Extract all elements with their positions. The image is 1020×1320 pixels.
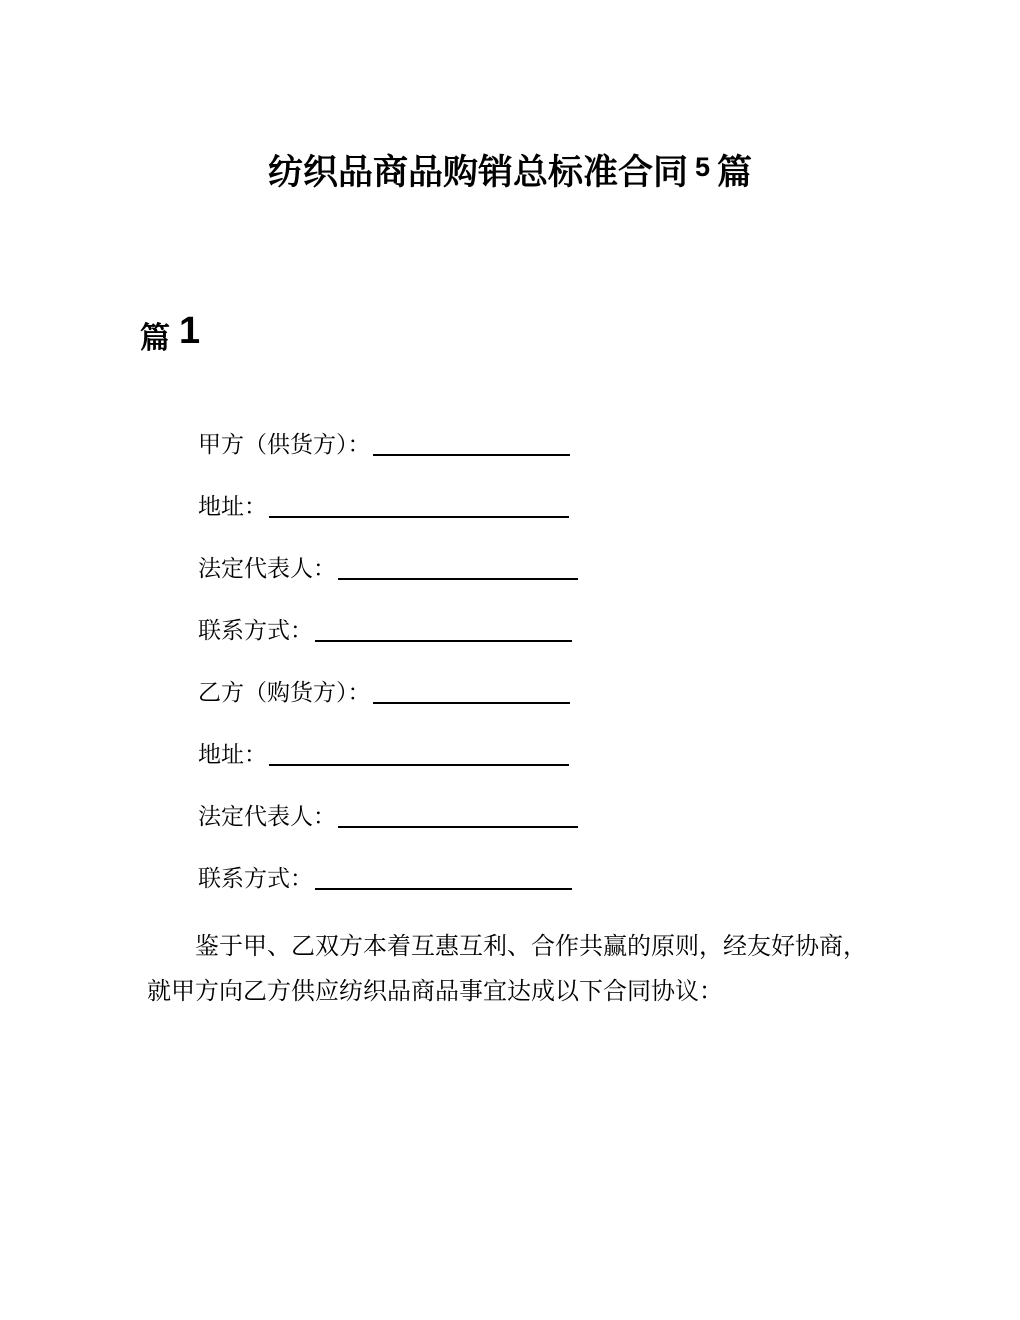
field-blank-line (269, 744, 569, 766)
field-label: 地址： (198, 741, 267, 767)
section-heading (140, 310, 201, 357)
section-heading-label: 篇 (140, 322, 170, 355)
form-field-row (198, 867, 578, 890)
form-field-row (198, 433, 578, 456)
field-label: 乙方（购货方）： (198, 679, 371, 705)
title-suffix: 篇 (717, 153, 753, 192)
field-blank-line (315, 620, 572, 642)
title-count-number: 5 (694, 152, 711, 182)
form-field-row (198, 495, 578, 518)
field-label: 联系方式： (198, 617, 313, 643)
field-label: 法定代表人： (198, 803, 336, 829)
form-field-row (198, 743, 578, 766)
field-label: 地址： (198, 493, 267, 519)
field-blank-line (373, 434, 570, 456)
form-field-row (198, 681, 578, 704)
form-field-row (198, 557, 578, 580)
form-field-row (198, 805, 578, 828)
title-text: 纺织品商品购销总标准合同 (267, 153, 688, 192)
intro-paragraph: 鉴于甲、乙双方本着互惠互利、合作共赢的原则，经友好协商，就甲方向乙方供应纺织品商品事宜达成以下合同协议： (147, 933, 867, 1005)
field-blank-line (338, 558, 578, 580)
form-field-row (198, 619, 578, 642)
field-blank-line (338, 806, 578, 828)
section-heading-number: 1 (179, 310, 201, 352)
field-label: 法定代表人： (198, 555, 336, 581)
field-label: 联系方式： (198, 865, 313, 891)
field-blank-line (315, 868, 572, 890)
field-blank-line (373, 682, 570, 704)
contract-fields (198, 433, 578, 929)
document-title (0, 153, 1020, 195)
field-blank-line (269, 496, 569, 518)
field-label: 甲方（供货方）： (198, 431, 371, 457)
